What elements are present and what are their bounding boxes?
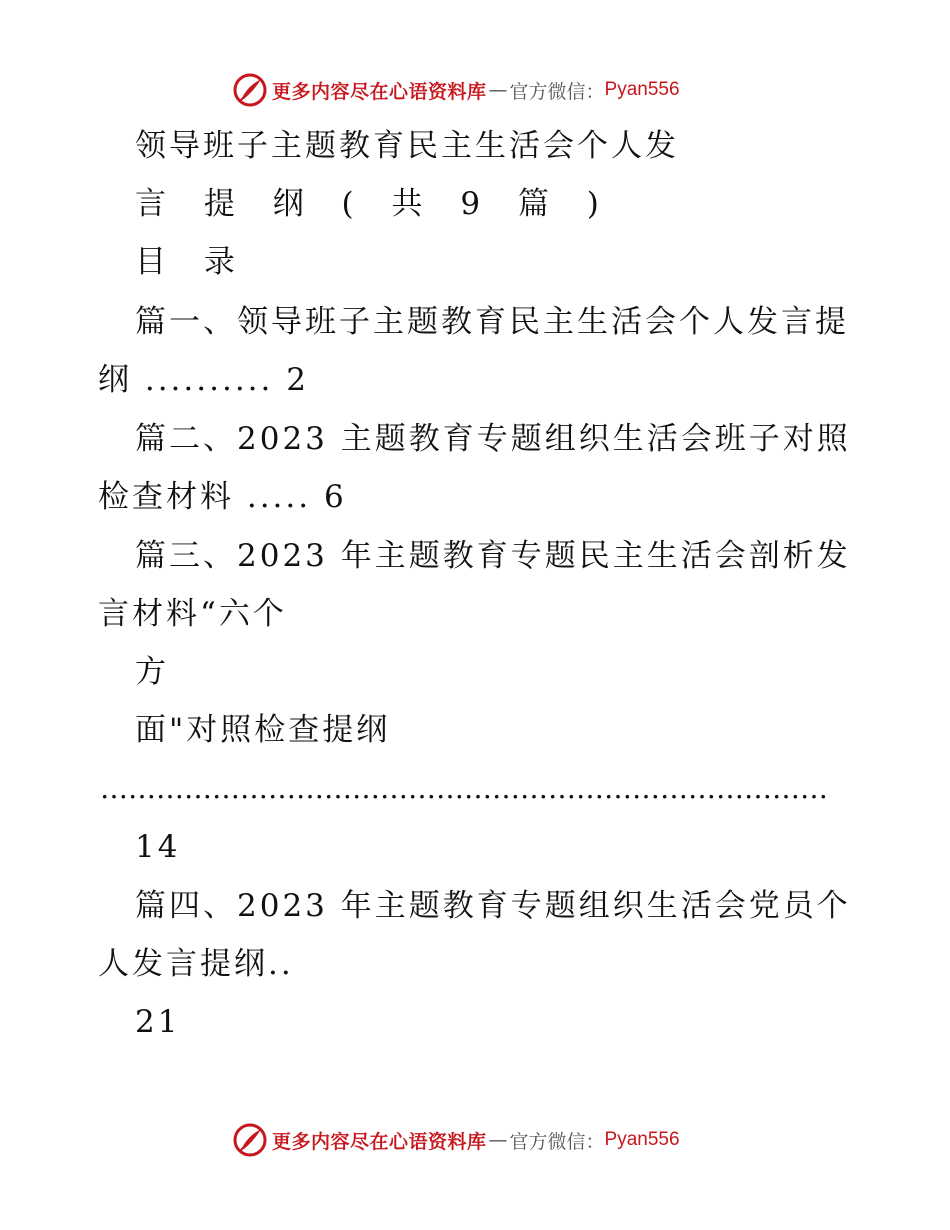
toc-entry-1-line-1: 篇一、领导班子主题教育民主生活会个人发言提 — [135, 304, 849, 340]
toc-entry-4-line-1: 篇四、2023 年主题教育专题组织生活会党员个 — [135, 888, 851, 924]
document-title-line-1: 领导班子主题教育民主生活会个人发 — [135, 128, 679, 164]
document-title-line-2: 言 提 纲 ( 共 9 篇 ) — [135, 186, 613, 222]
watermark-wechat-label: 官方微信： — [509, 1130, 605, 1153]
watermark-dash: — — [488, 79, 508, 101]
toc-entry-3-line-2: 言材料“六个 — [98, 596, 287, 632]
watermark-text: 更多内容尽在心语资料库 — [272, 1130, 487, 1153]
toc-entry-3-line-1: 篇三、2023 年主题教育专题民主生活会剖析发 — [135, 538, 851, 574]
watermark-banner-bottom — [232, 1120, 680, 1160]
toc-entry-2-line-1: 篇二、2023 主题教育专题组织生活会班子对照 — [135, 421, 851, 457]
toc-entry-3-line-4: 面"对照检查提纲 — [135, 712, 391, 748]
watermark-dash: — — [488, 1129, 508, 1151]
toc-entry-2-line-2: 检查材料 ..... 6 — [98, 479, 347, 515]
quill-logo-icon — [232, 1122, 268, 1158]
toc-entry-3-line-3: 方 — [135, 654, 169, 690]
toc-entry-4-page: 21 — [135, 1004, 181, 1040]
watermark-text: 更多内容尽在心语资料库 — [272, 80, 487, 103]
watermark-wechat-label: 官方微信： — [509, 80, 605, 103]
watermark-wechat-id: Pyan556 — [604, 1129, 680, 1150]
toc-entry-1-line-2: 纲 .......... 2 — [98, 362, 309, 398]
watermark-banner-top — [232, 70, 680, 110]
toc-entry-3-leader-dots: …………………………………………………………………… — [100, 772, 828, 805]
toc-heading: 目 录 — [135, 244, 249, 280]
quill-logo-icon — [232, 72, 268, 108]
toc-entry-4-line-2: 人发言提纲.. — [98, 946, 294, 982]
watermark-wechat-id: Pyan556 — [604, 79, 680, 100]
toc-entry-3-page: 14 — [135, 829, 181, 865]
